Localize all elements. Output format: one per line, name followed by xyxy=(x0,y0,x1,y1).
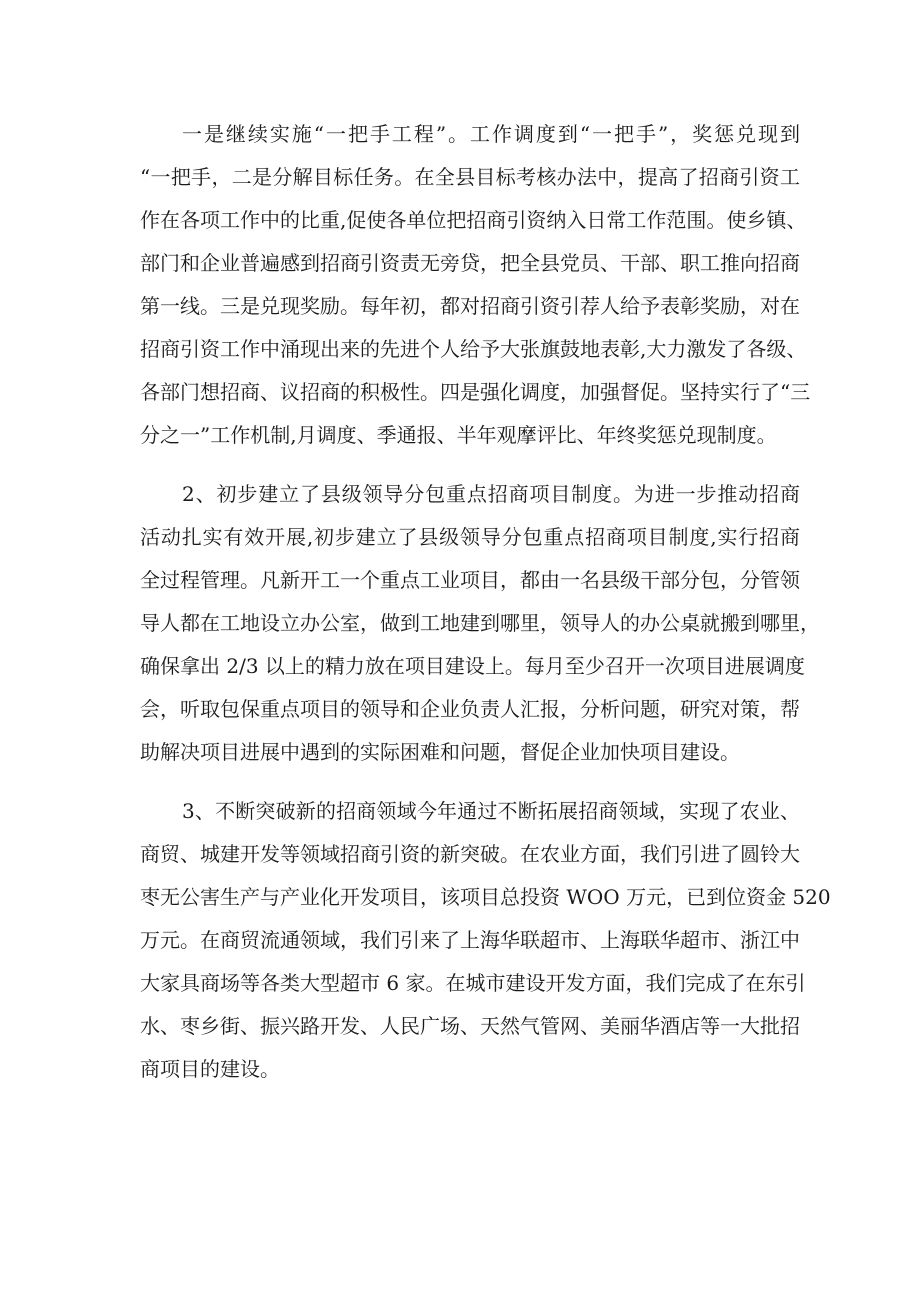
paragraph-line: 助解决项目进展中遇到的实际困难和问题，督促企业加快项目建设。 xyxy=(140,740,740,764)
paragraph-line: 3、不断突破新的招商领域今年通过不断拓展招商领域，实现了农业、 xyxy=(182,799,800,823)
paragraph-2 xyxy=(140,473,820,774)
paragraph-line: 确保拿出 2/3 以上的精力放在项目建设上。每月至少召开一次项目进展调度 xyxy=(140,654,805,678)
paragraph-line: 枣无公害生产与产业化开发项目，该项目总投资 WOO 万元，已到位资金 520 xyxy=(140,885,831,909)
paragraph-line: 万元。在商贸流通领域，我们引来了上海华联超市、上海联华超市、浙江中 xyxy=(140,928,800,952)
paragraph-line: 各部门想招商、议招商的积极性。四是强化调度，加强督促。坚持实行了“三 xyxy=(140,380,811,404)
paragraph-line: 水、枣乡街、振兴路开发、人民广场、天然气管网、美丽华酒店等一大批招 xyxy=(140,1014,800,1038)
paragraph-line: 大家具商场等各类大型超市 6 家。在城市建设开发方面，我们完成了在东引 xyxy=(140,971,806,995)
paragraph-line: 一是继续实施“一把手工程”。工作调度到“一把手”，奖惩兑现到 xyxy=(182,122,800,146)
document-body xyxy=(140,113,831,1091)
paragraph-line: 作在各项工作中的比重,促使各单位把招商引资纳入日常工作范围。使乡镇、 xyxy=(140,208,807,232)
paragraph-1 xyxy=(140,113,811,457)
paragraph-line: 第一线。三是兑现奖励。每年初，都对招商引资引荐人给予表彰奖励，对在 xyxy=(140,294,800,318)
paragraph-line: 2、初步建立了县级领导分包重点招商项目制度。为进一步推动招商 xyxy=(182,482,800,506)
paragraph-line: 会，听取包保重点项目的领导和企业负责人汇报，分析问题，研究对策，帮 xyxy=(140,697,800,721)
paragraph-line: 导人都在工地设立办公室，做到工地建到哪里，领导人的办公桌就搬到哪里， xyxy=(140,611,820,635)
paragraph-line: 活动扎实有效开展,初步建立了县级领导分包重点招商项目制度,实行招商 xyxy=(140,525,800,549)
paragraph-line: 商项目的建设。 xyxy=(140,1057,280,1081)
paragraph-spacer xyxy=(140,457,800,473)
paragraph-line: 商贸、城建开发等领域招商引资的新突破。在农业方面，我们引进了圆铃大 xyxy=(140,842,800,866)
paragraph-line: 分之一”工作机制,月调度、季通报、半年观摩评比、年终奖惩兑现制度。 xyxy=(140,423,777,447)
paragraph-3 xyxy=(140,790,831,1091)
paragraph-spacer xyxy=(140,774,800,790)
paragraph-line: 部门和企业普遍感到招商引资责无旁贷，把全县党员、干部、职工推向招商 xyxy=(140,251,800,275)
paragraph-line: “一把手，二是分解目标任务。在全县目标考核办法中，提高了招商引资工 xyxy=(140,165,800,189)
paragraph-line: 全过程管理。凡新开工一个重点工业项目，都由一名县级干部分包，分管领 xyxy=(140,568,800,592)
paragraph-line: 招商引资工作中涌现出来的先进个人给予大张旗鼓地表彰,大力激发了各级、 xyxy=(140,337,807,361)
